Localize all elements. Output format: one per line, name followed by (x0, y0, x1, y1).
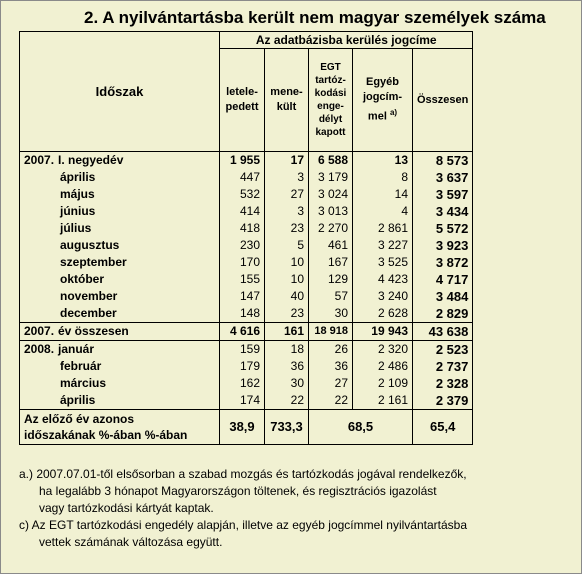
cell-other: 4 (353, 203, 413, 220)
row-label (20, 271, 220, 288)
cell-total: 3 923 (413, 237, 473, 254)
row-label (20, 392, 220, 410)
footnote-a-line3: vagy tartózkodási kártyát kaptak. (39, 501, 214, 515)
cell-refugee: 30 (265, 375, 309, 392)
row-period: év összesen (58, 324, 129, 338)
cell-eea: 57 (309, 288, 353, 305)
cell-settled: 230 (220, 237, 265, 254)
comparison-label-line2: időszakának %-ában %-ában (24, 428, 188, 442)
col-other-footnote: a) (389, 108, 398, 118)
cell-other: 2 628 (353, 305, 413, 323)
table-row (20, 375, 473, 392)
table-row (20, 169, 473, 186)
cell-other: 19 943 (353, 323, 413, 341)
cell-refugee: 23 (265, 220, 309, 237)
comparison-total: 65,4 (413, 410, 473, 445)
cell-refugee: 161 (265, 323, 309, 341)
col-settled-header (220, 49, 265, 152)
table-row (20, 288, 473, 305)
cell-eea: 27 (309, 375, 353, 392)
table-row (20, 220, 473, 237)
period-header: Időszak (20, 32, 220, 152)
cell-total: 3 872 (413, 254, 473, 271)
statistics-table (19, 31, 473, 445)
footnote-a-line1: a.) 2007.07.01-től elsősorban a szabad mozgás és tartózkodás jogával rendelkezők, (19, 467, 467, 481)
table-row (20, 152, 473, 170)
cell-total: 2 328 (413, 375, 473, 392)
cell-settled: 170 (220, 254, 265, 271)
row-label (20, 203, 220, 220)
cell-settled: 155 (220, 271, 265, 288)
cell-refugee: 40 (265, 288, 309, 305)
row-label (20, 237, 220, 254)
cell-eea: 461 (309, 237, 353, 254)
cell-total: 4 717 (413, 271, 473, 288)
cell-eea: 22 (309, 392, 353, 410)
cell-settled: 532 (220, 186, 265, 203)
row-label (20, 341, 220, 359)
cell-settled: 418 (220, 220, 265, 237)
cell-settled: 148 (220, 305, 265, 323)
cell-eea: 3 179 (309, 169, 353, 186)
col-eea-label: EGT tartóz- kodási enge- délyt kapott (314, 62, 347, 138)
table-row (20, 254, 473, 271)
cell-other: 2 861 (353, 220, 413, 237)
cell-settled: 179 (220, 358, 265, 375)
row-label (20, 169, 220, 186)
table-row (20, 358, 473, 375)
comparison-eea-other: 68,5 (309, 410, 413, 445)
cell-refugee: 18 (265, 341, 309, 359)
cell-total: 2 737 (413, 358, 473, 375)
row-period: április (60, 393, 96, 407)
row-label (20, 323, 220, 341)
cell-refugee: 17 (265, 152, 309, 170)
table-row (20, 186, 473, 203)
table-row (20, 203, 473, 220)
cell-other: 3 227 (353, 237, 413, 254)
cell-total: 3 637 (413, 169, 473, 186)
table-row (20, 271, 473, 288)
col-refugee-header (265, 49, 309, 152)
footnote-c-line1: c) Az EGT tartózkodási engedély alapján, illetve az egyéb jogcímmel nyilvántartásba (19, 518, 468, 532)
col-eea-header (309, 49, 353, 152)
cell-total: 8 573 (413, 152, 473, 170)
col-other-label: Egyéb jogcím- mel (362, 76, 403, 123)
table-row (20, 237, 473, 254)
comparison-refugee: 733,3 (265, 410, 309, 445)
row-label (20, 288, 220, 305)
row-label (20, 152, 220, 170)
cell-total: 5 572 (413, 220, 473, 237)
col-total-header: Összesen (413, 49, 473, 152)
cell-refugee: 10 (265, 254, 309, 271)
row-label (20, 186, 220, 203)
cell-total: 3 484 (413, 288, 473, 305)
cell-eea: 18 918 (309, 323, 353, 341)
cell-other: 3 240 (353, 288, 413, 305)
cell-eea: 3 013 (309, 203, 353, 220)
cell-refugee: 3 (265, 203, 309, 220)
cell-total: 2 523 (413, 341, 473, 359)
col-refugee-label: mene- kült (270, 86, 303, 113)
row-period: október (60, 272, 105, 286)
table-title: 2. A nyilvántartásba került nem magyar személyek száma (84, 8, 546, 27)
cell-refugee: 22 (265, 392, 309, 410)
row-period: április (60, 170, 96, 184)
row-period: február (60, 359, 102, 373)
row-label (20, 358, 220, 375)
cell-total: 2 379 (413, 392, 473, 410)
row-period: június (60, 204, 96, 218)
row-period: július (60, 221, 92, 235)
col-other-header (353, 49, 413, 152)
row-period: március (60, 376, 107, 390)
cell-total: 3 434 (413, 203, 473, 220)
group-header: Az adatbázisba kerülés jogcíme (220, 32, 473, 49)
cell-other: 8 (353, 169, 413, 186)
cell-settled: 162 (220, 375, 265, 392)
comparison-label (20, 410, 220, 445)
row-period: szeptember (60, 255, 127, 269)
row-period: december (60, 306, 117, 320)
cell-other: 2 486 (353, 358, 413, 375)
footnote-c-line2: vettek számának változása együtt. (39, 535, 223, 549)
table-row (20, 341, 473, 359)
cell-total: 43 638 (413, 323, 473, 341)
row-label (20, 220, 220, 237)
cell-settled: 174 (220, 392, 265, 410)
cell-other: 4 423 (353, 271, 413, 288)
comparison-label-line1: Az előző év azonos (24, 412, 135, 426)
col-settled-label: letele- pedett (225, 86, 259, 113)
cell-other: 2 320 (353, 341, 413, 359)
row-period: május (60, 187, 95, 201)
cell-other: 13 (353, 152, 413, 170)
cell-settled: 159 (220, 341, 265, 359)
row-year: 2007. (24, 324, 55, 338)
cell-total: 3 597 (413, 186, 473, 203)
row-label (20, 254, 220, 271)
cell-eea: 6 588 (309, 152, 353, 170)
table-row (20, 392, 473, 410)
row-period: I. negyedév (58, 153, 124, 167)
cell-refugee: 36 (265, 358, 309, 375)
cell-refugee: 23 (265, 305, 309, 323)
cell-refugee: 27 (265, 186, 309, 203)
comparison-settled: 38,9 (220, 410, 265, 445)
row-label (20, 305, 220, 323)
cell-eea: 30 (309, 305, 353, 323)
cell-refugee: 5 (265, 237, 309, 254)
cell-eea: 167 (309, 254, 353, 271)
row-period: augusztus (60, 238, 120, 252)
footnotes (19, 466, 559, 551)
cell-settled: 4 616 (220, 323, 265, 341)
table-row (20, 323, 473, 341)
cell-eea: 36 (309, 358, 353, 375)
cell-refugee: 3 (265, 169, 309, 186)
row-year: 2007. (24, 153, 55, 167)
cell-settled: 447 (220, 169, 265, 186)
cell-other: 2 161 (353, 392, 413, 410)
cell-total: 2 829 (413, 305, 473, 323)
cell-eea: 2 270 (309, 220, 353, 237)
row-year: 2008. (24, 342, 55, 356)
row-period: november (60, 289, 118, 303)
cell-other: 3 525 (353, 254, 413, 271)
cell-settled: 414 (220, 203, 265, 220)
cell-eea: 3 024 (309, 186, 353, 203)
cell-settled: 1 955 (220, 152, 265, 170)
cell-eea: 129 (309, 271, 353, 288)
footnote-a-line2: ha legalább 3 hónapot Magyarországon töltenek, és regisztrációs igazolást (39, 484, 437, 498)
cell-refugee: 10 (265, 271, 309, 288)
table-row (20, 305, 473, 323)
row-label (20, 375, 220, 392)
cell-eea: 26 (309, 341, 353, 359)
row-period: január (58, 342, 95, 356)
cell-other: 14 (353, 186, 413, 203)
cell-other: 2 109 (353, 375, 413, 392)
cell-settled: 147 (220, 288, 265, 305)
